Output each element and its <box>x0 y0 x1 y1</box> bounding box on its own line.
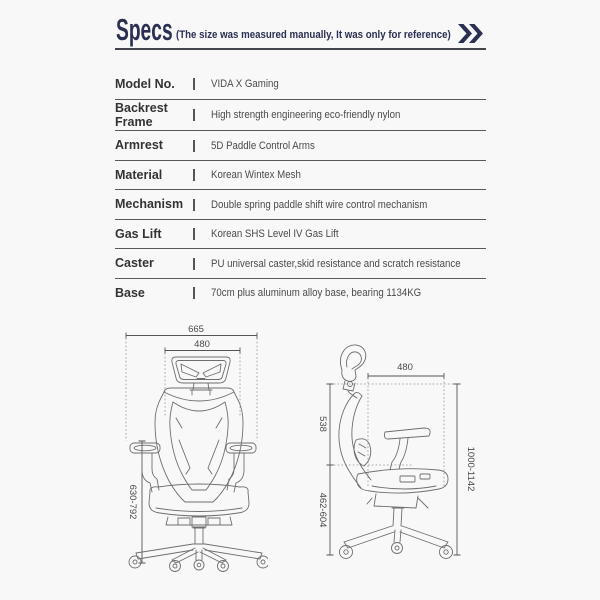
gas-lift <box>193 528 205 544</box>
headrest <box>340 345 365 398</box>
dim-label: 538 <box>317 416 328 432</box>
headrest-neck <box>190 383 212 395</box>
seat-mechanism <box>367 494 428 508</box>
header <box>115 12 486 50</box>
row-label: Base <box>115 285 145 300</box>
row-divider <box>193 78 195 90</box>
dim-width-665 <box>126 324 257 441</box>
row-value: 70cm plus aluminum alloy base, bearing 1134KG <box>210 287 421 299</box>
page-title: Specs <box>116 12 173 47</box>
row-divider <box>193 228 195 240</box>
row-divider <box>193 109 195 121</box>
spec-table <box>115 70 486 307</box>
row-value: Korean SHS Level IV Gas Lift <box>210 228 339 240</box>
row-divider <box>193 287 195 299</box>
backrest <box>155 388 243 502</box>
page-subtitle: (The size was measured manually, It was only for reference) <box>176 29 451 41</box>
row-value: 5D Paddle Control Arms <box>210 139 315 152</box>
row-value: PU universal caster,skid resistance and scratch resistance <box>210 257 461 270</box>
dim-label: 630-792 <box>127 484 138 520</box>
row-value: VIDA X Gaming <box>210 78 279 91</box>
table-row <box>115 100 486 132</box>
row-divider <box>193 258 195 270</box>
table-row <box>115 161 486 191</box>
row-label: Caster <box>115 256 154 271</box>
dim-height-1000-1142 <box>454 384 477 555</box>
seat <box>357 469 448 493</box>
base <box>344 526 448 548</box>
dim-height-538-462-604 <box>317 384 334 555</box>
casters <box>129 556 268 572</box>
table-row <box>115 131 486 161</box>
row-label: Gas Lift <box>115 226 162 241</box>
row-value: High strength engineering eco-friendly nylon <box>210 108 400 121</box>
table-row <box>115 249 486 279</box>
row-value: Korean Wintex Mesh <box>210 169 301 181</box>
seat <box>149 484 249 516</box>
row-label: Model No. <box>115 77 175 92</box>
row-divider <box>193 199 195 211</box>
table-row <box>115 279 486 308</box>
row-label: Material <box>115 167 163 182</box>
dim-label: 480 <box>194 339 210 350</box>
chair-front-view <box>129 357 268 572</box>
table-row <box>115 70 486 100</box>
dim-label: 480 <box>397 362 413 373</box>
table-row <box>115 190 486 220</box>
backrest <box>339 392 371 488</box>
row-label: Mechanism <box>115 197 184 212</box>
chair-side-view-drawing <box>310 336 478 580</box>
armrest <box>384 428 430 470</box>
row-value: Double spring paddle shift wire control mechanism <box>210 198 427 211</box>
row-divider <box>193 140 195 152</box>
gas-lift <box>392 508 404 526</box>
dim-label: 462-604 <box>317 492 328 528</box>
double-chevron-right-icon <box>458 24 484 43</box>
row-divider <box>193 169 195 181</box>
row-label: Backrest Frame <box>115 100 168 129</box>
dim-height-630-792 <box>127 441 146 563</box>
seat-mechanism <box>166 517 232 527</box>
headrest <box>172 357 230 383</box>
armrests <box>130 443 256 492</box>
row-label: Armrest <box>115 138 163 153</box>
dim-label: 1000-1142 <box>465 446 476 492</box>
chair-side-view <box>339 345 453 559</box>
dim-label: 665 <box>188 324 204 335</box>
chair-front-view-drawing <box>116 322 268 574</box>
table-row <box>115 220 486 250</box>
